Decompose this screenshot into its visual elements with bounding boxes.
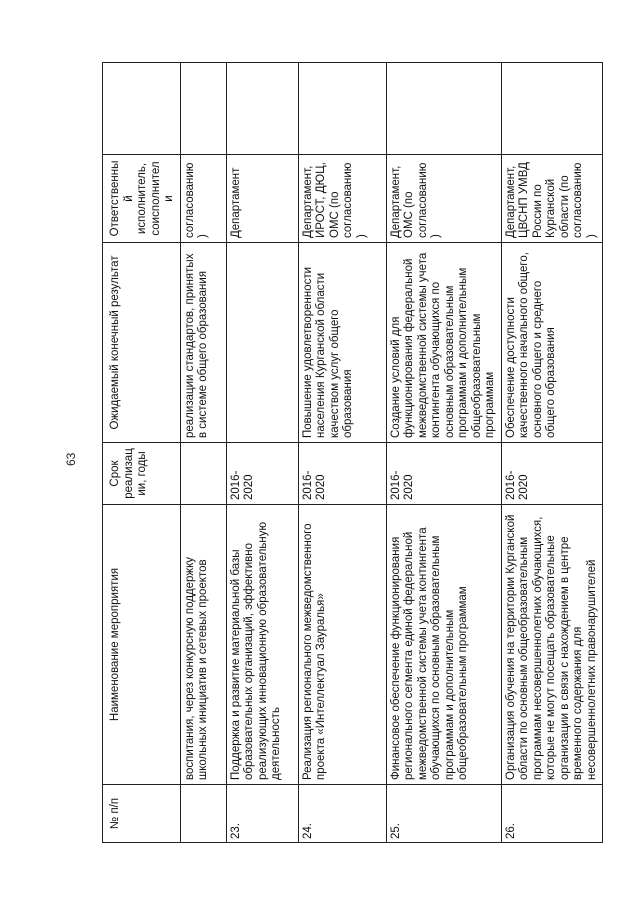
row-period <box>180 443 226 505</box>
rotated-table-wrapper <box>102 63 598 843</box>
header-name: Наименование мероприятия <box>103 505 181 785</box>
row-num: 24. <box>298 785 386 843</box>
row-responsible: согласованию) <box>180 155 226 243</box>
table-row <box>386 63 501 843</box>
row-extra <box>180 63 226 155</box>
row-extra <box>298 63 386 155</box>
row-name: воспитания, через конкурсную поддержку школьных инициатив и сетевых проектов <box>180 505 226 785</box>
row-result: Создание условий для функционирования федеральной межведомственной системы учета контингента обучающихся по основным образовательным программам и дополнительным общеобразовательным программам <box>386 243 501 443</box>
header-responsible: Ответственный исполнитель, соисполнители <box>103 155 181 243</box>
row-num: 25. <box>386 785 501 843</box>
header-num: № п/п <box>103 785 181 843</box>
row-extra <box>386 63 501 155</box>
table-row <box>226 63 298 843</box>
row-name: Поддержка и развитие материальной базы образовательных организаций, эффективно реализующих инновационную образовательную деятельность <box>226 505 298 785</box>
measures-table <box>102 62 603 843</box>
row-name: Финансовое обеспечение функционирования регионального сегмента единой федеральной межведомственной системы учета контингента обучающихся по основным образовательным программам и дополнительным общеобразовательным программам <box>386 505 501 785</box>
row-result: Обеспечение доступности качественного начального общего, основного общего и среднего общего образования <box>501 243 603 443</box>
table-row <box>298 63 386 843</box>
row-responsible: Департамент, ОМС (по согласованию) <box>386 155 501 243</box>
row-responsible: Департамент, ИРОСТ, ДЮЦ, ОМС (по согласованию) <box>298 155 386 243</box>
row-num: 23. <box>226 785 298 843</box>
table-row <box>501 63 603 843</box>
row-name: Организация обучения на территории Курганской области по основным общеобразовательным программам несовершеннолетних обучающихся, которые не могут посещать образовательные организации в связи с нахождением в центре временного содержания для несовершеннолетних правонарушителей <box>501 505 603 785</box>
table-header-row <box>103 63 181 843</box>
page-number: 63 <box>64 452 78 466</box>
header-result: Ожидаемый конечный результат <box>103 243 181 443</box>
row-name: Реализация регионального межведомственного проекта «Интеллектуал Зауралья» <box>298 505 386 785</box>
header-extra <box>103 63 181 155</box>
row-result: реализации стандартов, принятых в системе общего образования <box>180 243 226 443</box>
row-period: 2016-2020 <box>298 443 386 505</box>
row-num <box>180 785 226 843</box>
row-extra <box>226 63 298 155</box>
row-extra <box>501 63 603 155</box>
row-responsible: Департамент, ЦВСНП УМВД России по Курганской области (по согласованию) <box>501 155 603 243</box>
row-period: 2016-2020 <box>226 443 298 505</box>
row-responsible: Департамент <box>226 155 298 243</box>
row-result: Повышение удовлетворенности населения Курганской области качеством услуг общего образования <box>298 243 386 443</box>
row-result <box>226 243 298 443</box>
header-period: Срок реализации, годы <box>103 443 181 505</box>
row-period: 2016-2020 <box>386 443 501 505</box>
row-num: 26. <box>501 785 603 843</box>
table-row <box>180 63 226 843</box>
row-period: 2016-2020 <box>501 443 603 505</box>
